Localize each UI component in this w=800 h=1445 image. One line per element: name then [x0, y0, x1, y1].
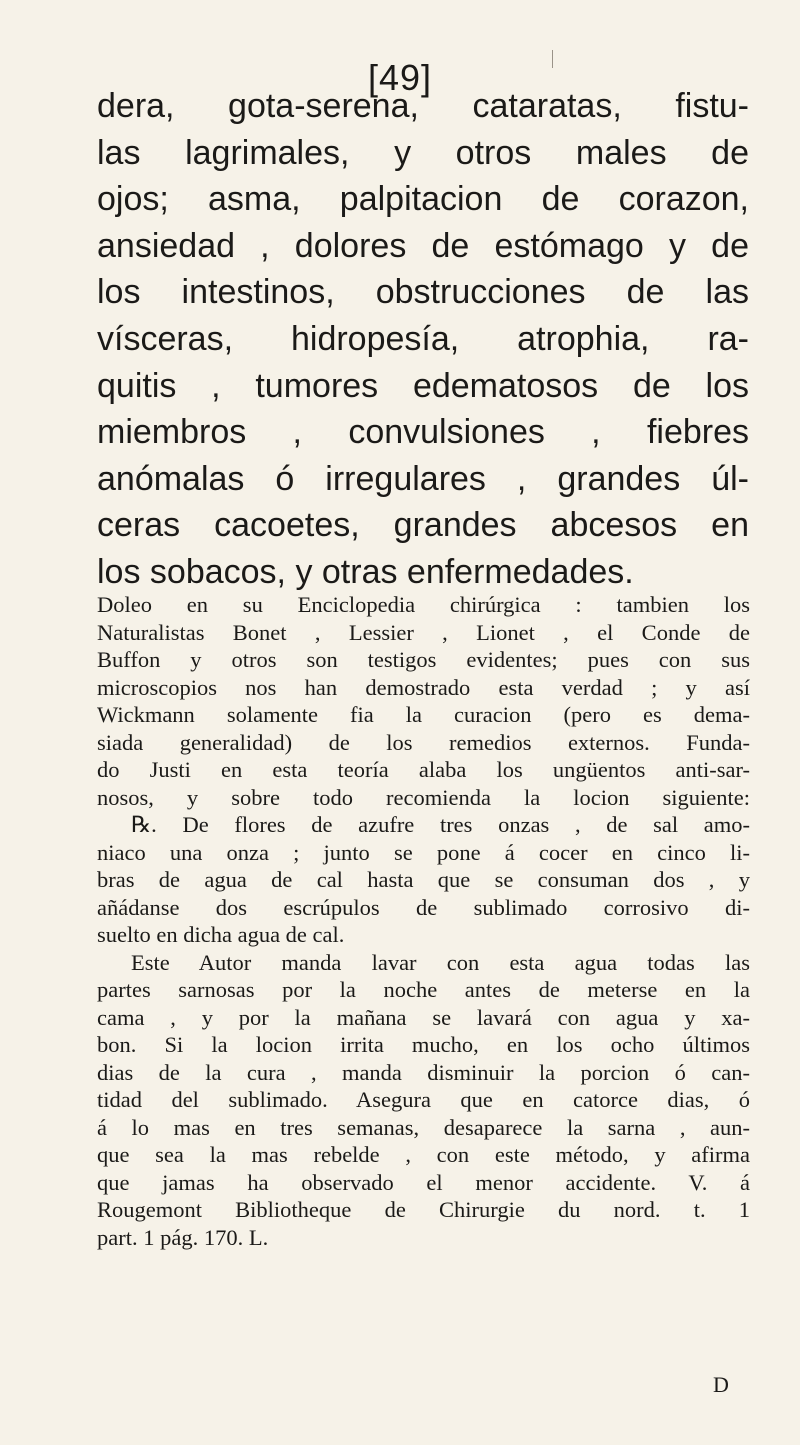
footnote-line: niaco una onza ; junto se pone á cocer en cinco li- [97, 839, 750, 865]
footnote-line: siada generalidad) de los remedios externos. Funda- [97, 729, 750, 755]
footnote-line: cama , y por la mañana se lavará con agua y xa- [97, 1004, 750, 1030]
footnote-line: Doleo en su Enciclopedia chirúrgica : tambien los [97, 592, 750, 617]
footnote-line: part. 1 pág. 170. L. [97, 1224, 269, 1250]
footnote-line: microscopios nos han demostrado esta verdad ; y así [97, 674, 750, 700]
main-text-line: anómalas ó irregulares , grandes úl- [97, 459, 749, 498]
footnote-line: Naturalistas Bonet , Lessier , Lionet , el Conde de [97, 619, 750, 645]
signature-mark: D [713, 1372, 729, 1397]
footnote-line: nosos, y sobre todo recomienda la locion siguiente: [97, 784, 750, 810]
footnote-line: dias de la cura , manda disminuir la porcion ó can- [97, 1059, 750, 1085]
footnote-line: bras de agua de cal hasta que se consuman dos , y [97, 867, 750, 892]
footnote-line: que jamas ha observado el menor accidente. V. á [97, 1169, 750, 1195]
footnote-line: suelto en dicha agua de cal. [97, 922, 345, 947]
main-text-line: dera, gota-serena, cataratas, fistu- [97, 87, 749, 125]
main-text-line: los sobacos, y otras enfermedades. [97, 552, 634, 591]
footnote-line: Wickmann solamente fia la curacion (pero es dema- [97, 702, 750, 727]
footnote-line: Rougemont Bibliotheque de Chirurgie du nord. t. 1 [97, 1197, 750, 1222]
main-text-line: las lagrimales, y otros males de [97, 133, 749, 172]
main-text-block [97, 83, 749, 596]
footnote-line: do Justi en esta teoría alaba los ungüentos anti-sar- [97, 757, 750, 782]
footnote-block [97, 591, 750, 1251]
recipe-line: ℞. De flores de azufre tres onzas , de sal amo- [131, 812, 750, 837]
main-text-line: los intestinos, obstrucciones de las [97, 273, 749, 312]
footnote-line: partes sarnosas por la noche antes de meterse en la [97, 977, 750, 1002]
footnote-line: añádanse dos escrúpulos de sublimado corrosivo di- [97, 894, 750, 920]
main-text-line: ansiedad , dolores de estómago y de [97, 226, 749, 265]
main-text-line: quitis , tumores edematosos de los [97, 366, 749, 405]
footnote-line: que sea la mas rebelde , con este método, y afirma [97, 1142, 750, 1167]
footnote-line: bon. Si la locion irrita mucho, en los ocho últimos [97, 1032, 750, 1057]
footnote-line: Buffon y otros son testigos evidentes; pues con sus [97, 647, 750, 672]
main-text-line: ojos; asma, palpitacion de corazon, [97, 180, 749, 219]
main-text-line: vísceras, hidropesía, atrophia, ra- [97, 319, 749, 358]
footnote-line: tidad del sublimado. Asegura que en catorce dias, ó [97, 1087, 750, 1112]
main-text-line: miembros , convulsiones , fiebres [97, 413, 749, 452]
footnote-paragraph-start: Este Autor manda lavar con esta agua todas las [131, 949, 750, 975]
main-text-line: ceras cacoetes, grandes abcesos en [97, 506, 749, 545]
footnote-line: á lo mas en tres semanas, desaparece la sarna , aun- [97, 1114, 750, 1140]
page-number: [49] [367, 57, 433, 98]
